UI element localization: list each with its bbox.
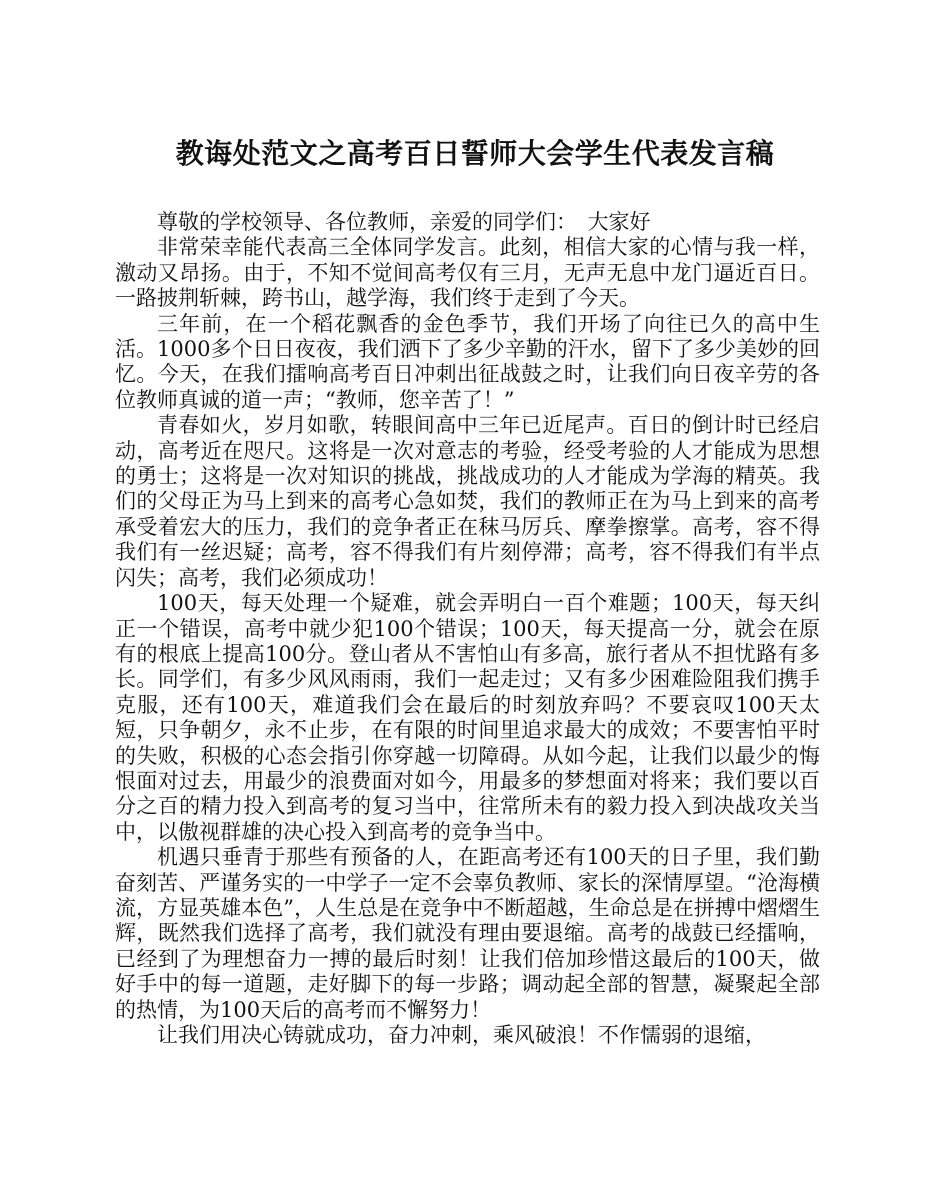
- document-body: [115, 210, 820, 1048]
- document-title: 教诲处范文之高考百日誓师大会学生代表发言稿: [175, 137, 775, 170]
- paragraph-three-years: 三年前，在一个稻花飘香的金色季节，我们开场了向往已久的高中生活。1000多个日日夜夜，我们洒下了多少辛勤的汗水，留下了多少美妙的回忆。今天，在我们擂响高考百日冲刺出征战鼓之时，让我们向日夜辛劳的各位教师真诚的道一声；“教师，您辛苦了！”: [115, 311, 820, 412]
- paragraph-opportunity: 机遇只垂青于那些有预备的人，在距高考还有100天的日子里，我们勤奋刻苦、严谨务实的一中学子一定不会辜负教师、家长的深情厚望。“沧海横流，方显英雄本色”，人生总是在竞争中不断超越，生命总是在拼搏中熠熠生辉，既然我们选择了高考，我们就没有理由要退缩。高考的战鼓已经擂响，已经到了为理想奋力一搏的最后时刻！让我们倍加珍惜这最后的100天，做好手中的每一道题，走好脚下的每一步路；调动起全部的智慧，凝聚起全部的热情，为100天后的高考而不懈努力！: [115, 845, 820, 1022]
- paragraph-greeting: 尊敬的学校领导、各位教师，亲爱的同学们： 大家好: [157, 210, 651, 234]
- paragraph-hundred-days: 100天，每天处理一个疑难，就会弄明白一百个难题；100天，每天纠正一个错误，高考中就少犯100个错误；100天，每天提高一分，就会在原有的根底上提高100分。登山者从不害怕山有多高，旅行者从不担忧路有多长。同学们，有多少风风雨雨，我们一起走过；又有多少困难险阻我们携手克服，还有100天，难道我们会在最后的时刻放弃吗？不要哀叹100天太短，只争朝夕，永不止步，在有限的时间里追求最大的成效；不要害怕平时的失败，积极的心态会指引你穿越一切障碍。从如今起，让我们以最少的悔恨面对过去，用最少的浪费面对如今，用最多的梦想面对将来；我们要以百分之百的精力投入到高考的复习当中，往常所未有的毅力投入到决战攻关当中，以傲视群雄的决心投入到高考的竞争当中。: [115, 591, 820, 844]
- paragraph-opening: 非常荣幸能代表高三全体同学发言。此刻，相信大家的心情与我一样，激动又昂扬。由于，不知不觉间高考仅有三月，无声无息中龙门逼近百日。一路披荆斩棘，跨书山，越学海，我们终于走到了今天。: [115, 235, 820, 311]
- paragraph-determination: 让我们用决心铸就成功，奋力冲刺，乘风破浪！不作懦弱的退缩，: [157, 1023, 766, 1047]
- paragraph-youth: 青春如火，岁月如歌，转眼间高中三年已近尾声。百日的倒计时已经启动，高考近在咫尺。这将是一次对意志的考验，经受考验的人才能成为思想的勇士；这将是一次对知识的挑战，挑战成功的人才能成为学海的精英。我们的父母正为马上到来的高考心急如焚，我们的教师正在为马上到来的高考承受着宏大的压力，我们的竞争者正在秣马厉兵、摩拳擦掌。高考，容不得我们有一丝迟疑；高考，容不得我们有片刻停滞；高考，容不得我们有半点闪失；高考，我们必须成功！: [115, 413, 820, 590]
